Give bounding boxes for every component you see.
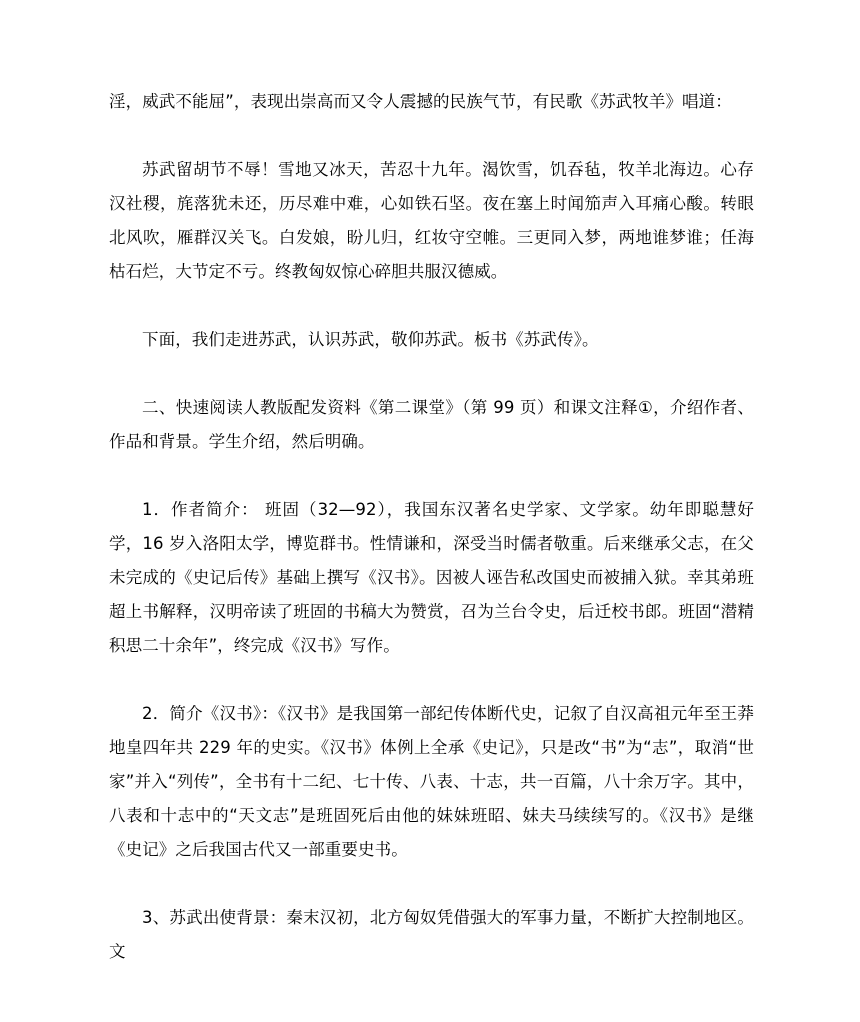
document-page [109, 85, 754, 969]
paragraph-background: 3、苏武出使背景：秦末汉初，北方匈奴凭借强大的军事力量，不断扩大控制地区。文 [109, 908, 754, 961]
paragraph-spacer [109, 119, 754, 153]
paragraph-spacer [109, 459, 754, 493]
paragraph-folk-song: 苏武留胡节不辱！雪地又冰天，苦忍十九年。渴饮雪，饥吞毡，牧羊北海边。心存汉社稷，旄落犹未还，历尽难中难，心如铁石坚。夜在塞上时闻笳声入耳痛心酸。转眼北风吹，雁群汉关飞。白发娘，盼儿归，红妆守空帷。三更同入梦，两地谁梦谁；任海枯石烂，大节定不亏。终教匈奴惊心碎胆共服汉德威。 [109, 160, 754, 281]
paragraph-blackboard: 下面，我们走进苏武，认识苏武，敬仰苏武。板书《苏武传》。 [142, 330, 599, 349]
paragraph-intro-continuation: 淫，威武不能屈”，表现出崇高而又令人震撼的民族气节，有民歌《苏武牧羊》唱道： [109, 92, 732, 111]
paragraph-spacer [109, 289, 754, 323]
paragraph-section-two: 二、快速阅读人教版配发资料《第二课堂》（第 99 页）和课文注释①，介绍作者、作品和背景。学生介绍，然后明确。 [109, 398, 754, 451]
paragraph-hanshu-intro: 2．简介《汉书》：《汉书》是我国第一部纪传体断代史，记叙了自汉高祖元年至王莽地皇四年共 229 年的史实。《汉书》体例上全承《史记》，只是改“书”为“志”，取消“世家”并入“列传”，全书有十二纪、七十传、八表、十志，共一百篇，八十余万字。其中，八表和十志中的“天文志”是班固死后由他的妹妹班昭、妹夫马续续写的。《汉书》是继《史记》之后我国古代又一部重要史书。 [109, 704, 754, 859]
paragraph-author-intro: 1．作者简介： 班固（32—92），我国东汉著名史学家、文学家。幼年即聪慧好学，16 岁入洛阳太学，博览群书。性情谦和，深受当时儒者敬重。后来继承父志，在父未完成的《史记后传》基础上撰写《汉书》。因被人诬告私改国史而被捕入狱。幸其弟班超上书解释，汉明帝读了班固的书稿大为赞赏，召为兰台令史，后迁校书郎。班固“潜精积思二十余年”，终完成《汉书》写作。 [109, 500, 754, 655]
paragraph-spacer [109, 663, 754, 697]
paragraph-spacer [109, 867, 754, 901]
paragraph-spacer [109, 357, 754, 391]
